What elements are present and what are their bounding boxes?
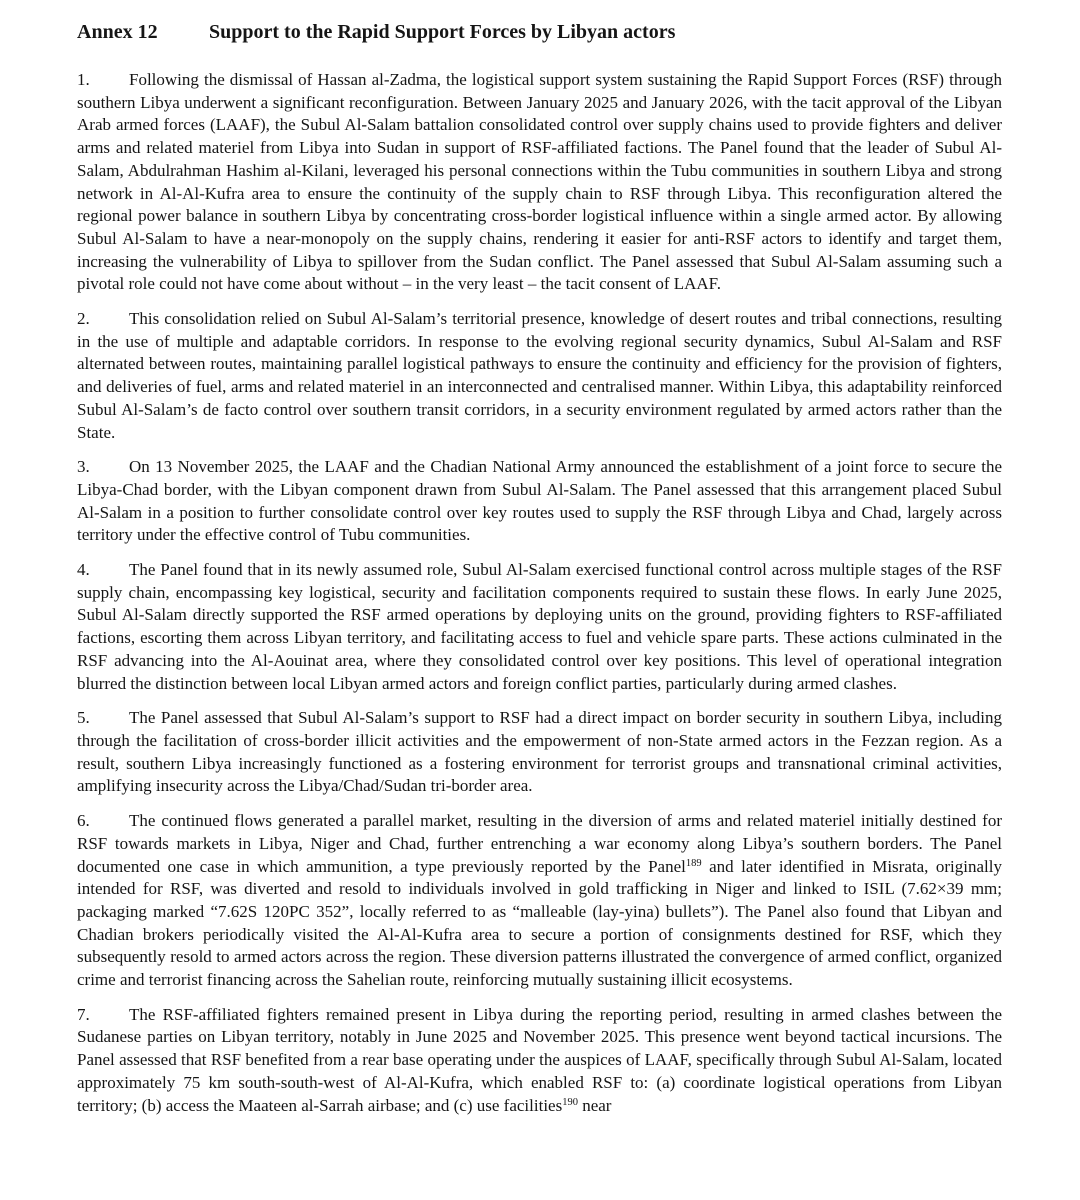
footnote-reference: 190: [562, 1096, 578, 1108]
paragraph-number: 4.: [77, 560, 90, 580]
paragraph-6: [77, 810, 1002, 992]
paragraph-text: The Panel assessed that Subul Al-Salam’s support to RSF had a direct impact on border security in southern Libya, including through the facilitation of cross-border illicit activities and the empowerment of non-State armed actors in the Fezzan region. As a result, southern Libya increasingly functioned as a fostering environment for terrorist groups and transnational criminal activities, amplifying insecurity across the Libya/Chad/Sudan tri-border area.: [77, 708, 1002, 796]
paragraph-text: Following the dismissal of Hassan al-Zadma, the logistical support system sustaining the Rapid Support Forces (RSF) through southern Libya underwent a significant reconfiguration. Between January 2025 and January 2026, with the tacit approval of the Libyan Arab armed forces (LAAF), the Subul Al-Salam battalion consolidated control over supply chains used to provide fighters and deliver arms and related materiel from Libya into Sudan in support of RSF-affiliated factions. The Panel found that the leader of Subul Al-Salam, Abdulrahman Hashim al-Kilani, leveraged his personal connections within the Tubu communities in southern Libya and strong network in Al-Al-Kufra area to ensure the continuity of the supply chain to RSF through Libya. This reconfiguration altered the regional power balance in southern Libya by concentrating cross-border logistical influence within a single armed actor. By allowing Subul Al-Salam to have a near-monopoly on the supply chains, rendering it easier for anti-RSF actors to identify and target them, increasing the vulnerability of Libya to spillover from the Sudan conflict. The Panel assessed that Subul Al-Salam assuming such a pivotal role could not have come about without – in the very least – the tacit consent of LAAF.: [77, 70, 1002, 294]
paragraph-text: The continued flows generated a parallel market, resulting in the diversion of arms and related materiel initially destined for RSF towards markets in Libya, Niger and Chad, further entrenching a war economy along Libya’s southern borders. The Panel documented one case in which ammunition, a type previously reported by the Panel: [77, 811, 1002, 876]
paragraph-text: On 13 November 2025, the LAAF and the Chadian National Army announced the establishment of a joint force to secure the Libya-Chad border, with the Libyan component drawn from Subul Al-Salam. The Panel assessed that this arrangement placed Subul Al-Salam in a position to further consolidate control over key routes used to supply the RSF through Libya and Chad, largely across territory under the effective control of Tubu communities.: [77, 457, 1002, 545]
paragraph-text: This consolidation relied on Subul Al-Salam’s territorial presence, knowledge of desert routes and tribal connections, resulting in the use of multiple and adaptable corridors. In response to the evolving regional security dynamics, Subul Al-Salam and RSF alternated between routes, maintaining parallel logistical pathways to ensure the continuity and efficiency for the provision of fighters, and deliveries of fuel, arms and related materiel in an interconnected and centralised manner. Within Libya, this adaptability reinforced Subul Al-Salam’s de facto control over southern transit corridors, in a security environment regulated by armed actors rather than the State.: [77, 309, 1002, 442]
paragraph-number: 5.: [77, 708, 90, 728]
paragraph-number: 2.: [77, 309, 90, 329]
paragraph-number: 7.: [77, 1004, 90, 1024]
paragraph-text: and later identified in Misrata, originally intended for RSF, was diverted and resold to individuals involved in gold trafficking in Niger and linked to ISIL (7.62×39 mm; packaging marked “7.62S 120PC 352”, locally referred to as “malleable (lay-yina) bullets”). The Panel also found that Libyan and Chadian brokers periodically visited the Al-Al-Kufra area to secure a portion of consignments destined for RSF, which they subsequently resold to armed actors across the region. These diversion patterns illustrated the convergence of armed conflict, organized crime and terrorist financing across the Sahelian route, reinforcing mutually sustaining illicit ecosystems.: [77, 856, 1002, 990]
paragraph-number: 3.: [77, 457, 90, 477]
paragraph-number: 6.: [77, 811, 90, 831]
document-page: [77, 18, 1002, 1129]
paragraph-2: [77, 308, 1002, 444]
paragraph-list: [77, 69, 1002, 1117]
paragraph-1: [77, 69, 1002, 296]
paragraph-4: [77, 559, 1002, 695]
paragraph-5: [77, 707, 1002, 798]
paragraph-number: 1.: [77, 70, 90, 89]
paragraph-text: The RSF-affiliated fighters remained present in Libya during the reporting period, resulting in armed clashes between the Sudanese parties on Libyan territory, notably in June 2025 and November 2025. This presence went beyond tactical incursions. The Panel assessed that RSF benefited from a rear base operating under the auspices of LAAF, specifically through Subul Al-Salam, located approximately 75 km south-south-west of Al-Al-Kufra, which enabled RSF to: (a) coordinate logistical operations from Libyan territory; (b) access the Maateen al-Sarrah airbase; and (c) use facilities: [77, 1004, 1002, 1115]
annex-title: Support to the Rapid Support Forces by Libyan actors: [209, 21, 676, 43]
footnote-reference: 189: [685, 857, 702, 869]
paragraph-text: The Panel found that in its newly assumed role, Subul Al-Salam exercised functional control across multiple stages of the RSF supply chain, encompassing key logistical, security and facilitation components required to sustain these flows. In early June 2025, Subul Al-Salam directly supported the RSF armed operations by deploying units on the ground, providing fighters to RSF-affiliated factions, escorting them across Libyan territory, and facilitating access to fuel and vehicle spare parts. These actions culminated in the RSF advancing into the Al-Aouinat area, where they consolidated control over key positions. This level of operational integration blurred the distinction between local Libyan armed actors and foreign conflict parties, particularly during armed clashes.: [77, 560, 1002, 693]
annex-header: [77, 18, 1002, 46]
paragraph-7: [77, 1004, 1002, 1118]
paragraph-3: [77, 456, 1002, 547]
annex-label: Annex 12: [77, 21, 158, 43]
paragraph-text: near: [577, 1095, 612, 1115]
